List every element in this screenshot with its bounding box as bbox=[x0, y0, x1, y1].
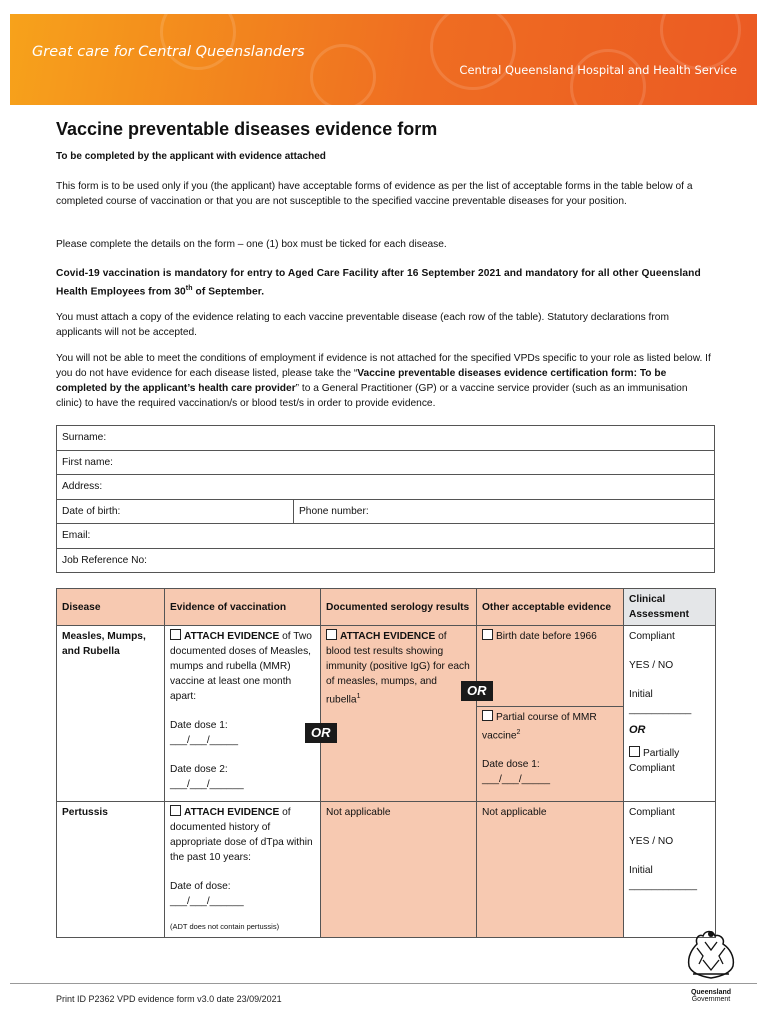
mmr-vaccination-cell bbox=[165, 626, 321, 802]
phone-field[interactable]: Phone number: bbox=[294, 499, 715, 524]
footer-print-id: Print ID P2362 VPD evidence form v3.0 date 23/09/2021 bbox=[56, 994, 282, 1004]
covid-notice bbox=[56, 266, 716, 299]
birth-before-1966-label: Birth date before 1966 bbox=[496, 631, 597, 642]
footnote-ref: 1 bbox=[356, 693, 361, 700]
decorative-swirl bbox=[310, 44, 376, 105]
page-title: Vaccine preventable diseases evidence form bbox=[56, 119, 438, 139]
mmr-initial-label: Initial bbox=[629, 689, 653, 700]
vpd-evidence-table bbox=[56, 588, 716, 938]
spacer bbox=[170, 704, 315, 718]
attach-evidence-label: ATTACH EVIDENCE bbox=[184, 807, 280, 818]
mmr-dose1-label: Date dose 1: bbox=[170, 720, 228, 731]
mmr-yes-no[interactable]: YES / NO bbox=[629, 660, 674, 671]
partial-course-checkbox[interactable] bbox=[482, 710, 493, 721]
covid-notice-sup: th bbox=[185, 285, 193, 292]
spacer bbox=[629, 820, 710, 834]
banner-service-name: Central Queensland Hospital and Health Service bbox=[459, 63, 737, 77]
crest-label-queensland: Queensland bbox=[690, 989, 732, 996]
pertussis-initial-input[interactable]: ____________ bbox=[629, 880, 697, 891]
address-field[interactable]: Address: bbox=[57, 475, 715, 500]
mmr-vaccination-text: Two documented doses of Measles, mumps and rubella (MMR) vaccine at least one month apart: bbox=[170, 631, 312, 702]
mmr-birthdate-section bbox=[477, 626, 623, 707]
attach-evidence-label: ATTACH EVIDENCE bbox=[340, 631, 436, 642]
mmr-compliant-label: Compliant bbox=[629, 631, 675, 642]
decorative-swirl bbox=[570, 49, 646, 105]
mmr-partial-section bbox=[477, 707, 623, 790]
header-serology: Documented serology results bbox=[321, 589, 477, 626]
crest-icon bbox=[683, 926, 739, 984]
footer-divider bbox=[10, 983, 757, 984]
spacer bbox=[170, 909, 315, 919]
header-other-evidence: Other acceptable evidence bbox=[477, 589, 624, 626]
crest-label-government: Government bbox=[691, 996, 731, 1003]
pertussis-compliant-label: Compliant bbox=[629, 807, 675, 818]
or-badge-serology: OR bbox=[461, 681, 493, 701]
conditions-text-a: You will not be able to meet the conditions of employment if evidence is not attached for the specified VPDs specific to your role as listed below. If you do not have evidence for each disease listed, please take the “ bbox=[56, 353, 711, 379]
covid-notice-end: of September. bbox=[192, 286, 265, 298]
mmr-serology-checkbox[interactable] bbox=[326, 629, 337, 640]
spacer bbox=[482, 743, 618, 757]
mmr-vaccination-checkbox[interactable] bbox=[170, 629, 181, 640]
spacer bbox=[629, 717, 710, 723]
pertussis-yes-no[interactable]: YES / NO bbox=[629, 836, 674, 847]
certification-form-name: Vaccine preventable diseases evidence certification form: To be completed by the applicant’s health care provider bbox=[56, 368, 667, 394]
pertussis-dose-input[interactable]: ___/___/______ bbox=[170, 896, 244, 907]
partial-course-label: Partial course of MMR vaccine bbox=[482, 712, 597, 742]
disease-pertussis: Pertussis bbox=[57, 802, 165, 938]
conditions-paragraph bbox=[56, 351, 716, 411]
header-disease: Disease bbox=[57, 589, 165, 626]
mmr-clinical-or: OR bbox=[629, 724, 646, 736]
partial-dose1-label: Date dose 1: bbox=[482, 759, 540, 771]
spacer bbox=[629, 738, 710, 746]
email-field[interactable]: Email: bbox=[57, 524, 715, 549]
page-subtitle: To be completed by the applicant with evidence attached bbox=[56, 151, 326, 162]
first-name-field[interactable]: First name: bbox=[57, 450, 715, 475]
pertussis-dose-label: Date of dose: bbox=[170, 881, 231, 892]
disease-mmr: Measles, Mumps, and Rubella bbox=[57, 626, 165, 802]
partially-compliant-checkbox[interactable] bbox=[629, 746, 640, 757]
instruction-paragraph: Please complete the details on the form – one (1) box must be ticked for each disease. bbox=[56, 239, 447, 250]
banner-tagline: Great care for Central Queenslanders bbox=[32, 44, 305, 60]
pertussis-vaccination-text: documented history of appropriate dose of dTpa within the past 10 years: bbox=[170, 822, 313, 863]
header-banner bbox=[10, 14, 757, 105]
decorative-swirl bbox=[160, 14, 236, 70]
spacer bbox=[629, 644, 710, 658]
mmr-other-evidence-cell bbox=[477, 626, 624, 802]
attach-paragraph: You must attach a copy of the evidence relating to each vaccine preventable disease (each row of the table). Statutory declarations from applicants will not be accepted. bbox=[56, 312, 669, 338]
surname-field[interactable]: Surname: bbox=[57, 426, 715, 451]
mmr-dose2-input[interactable]: ___/___/______ bbox=[170, 779, 244, 790]
decorative-swirl bbox=[430, 14, 516, 90]
header-clinical: Clinical Assessment bbox=[624, 589, 716, 626]
pertussis-serology-cell: Not applicable bbox=[321, 802, 477, 938]
mmr-serology-cell bbox=[321, 626, 477, 802]
table-row-pertussis bbox=[57, 802, 716, 938]
pertussis-other-cell: Not applicable bbox=[477, 802, 624, 938]
intro-paragraph: This form is to be used only if you (the applicant) have acceptable forms of evidence as per the list of acceptable forms in the table below of a completed course of vaccination or that you are not susceptible to the specified vaccine preventable diseases for your position. bbox=[56, 181, 693, 207]
mmr-serology-text: blood test results showing immunity (positive IgG) for each of measles, mumps, and rubella bbox=[326, 646, 470, 706]
spacer bbox=[170, 748, 315, 762]
spacer bbox=[170, 865, 315, 879]
mmr-serology-content bbox=[321, 626, 476, 710]
header-vaccination: Evidence of vaccination bbox=[165, 589, 321, 626]
footnote-ref: 2 bbox=[516, 729, 521, 736]
partial-dose1-input[interactable]: ___/___/_____ bbox=[482, 774, 550, 786]
mmr-dose2-label: Date dose 2: bbox=[170, 764, 228, 775]
pertussis-note: (ADT does not contain pertussis) bbox=[170, 922, 280, 931]
birth-before-1966-checkbox[interactable] bbox=[482, 629, 493, 640]
mmr-clinical-cell bbox=[624, 626, 716, 802]
mmr-dose1-input[interactable]: ___/___/_____ bbox=[170, 735, 238, 746]
partially-compliant-label: Partially Compliant bbox=[629, 748, 680, 774]
decorative-swirl bbox=[660, 14, 741, 70]
queensland-government-logo bbox=[683, 926, 739, 1003]
dob-field[interactable]: Date of birth: bbox=[57, 499, 294, 524]
conditions-text-c: ” to a General Practitioner (GP) or a vaccine service provider (such as an immunisation clinic) to have the required vaccination/s or blood test/s in order to provide evidence. bbox=[56, 383, 688, 409]
attach-evidence-label: ATTACH EVIDENCE bbox=[184, 631, 280, 642]
applicant-details-table bbox=[56, 425, 715, 573]
of-label: of bbox=[279, 807, 291, 818]
spacer bbox=[629, 673, 710, 687]
pertussis-vaccination-checkbox[interactable] bbox=[170, 805, 181, 816]
pertussis-initial-label: Initial bbox=[629, 865, 653, 876]
table-row-mmr bbox=[57, 626, 716, 802]
covid-notice-text: Covid-19 vaccination is mandatory for entry to Aged Care Facility after 16 September 2021 and mandatory for all other Queensland Health Employees from 30 bbox=[56, 268, 701, 298]
pertussis-clinical-cell bbox=[624, 802, 716, 938]
of-label: of bbox=[435, 631, 447, 642]
job-reference-field[interactable]: Job Reference No: bbox=[57, 548, 715, 573]
or-badge-vaccination: OR bbox=[305, 723, 337, 743]
mmr-initial-input[interactable]: ___________ bbox=[629, 704, 692, 715]
of-label: of bbox=[279, 631, 291, 642]
pertussis-vaccination-cell bbox=[165, 802, 321, 938]
spacer bbox=[629, 849, 710, 863]
